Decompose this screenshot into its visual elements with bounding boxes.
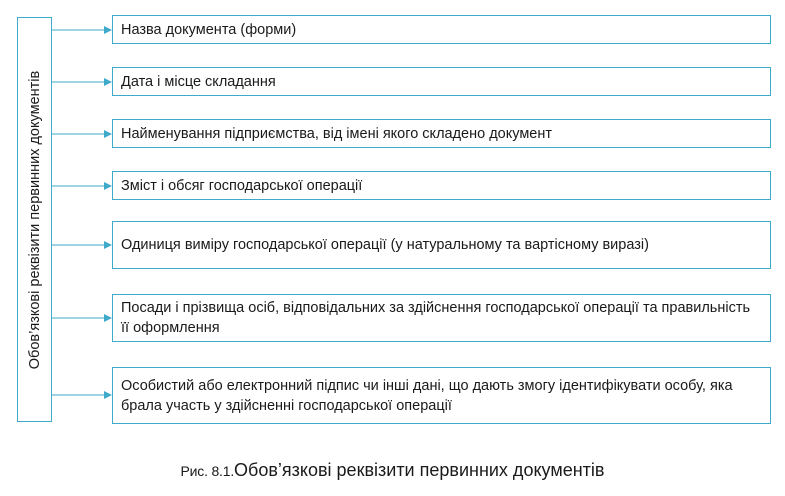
requisite-text: Дата і місце складання [121, 73, 276, 90]
figure-number: Рис. 8.1. [180, 463, 235, 479]
figure-title: Обов’язкові реквізити первинних документів [234, 460, 605, 480]
requisite-text: Назва документа (форми) [121, 21, 297, 38]
root-category-box [17, 17, 52, 422]
requisite-box-2 [112, 67, 771, 96]
root-category-label: Обов’язкові реквізити первинних документів [26, 70, 43, 369]
requisite-text: Найменування підприємства, від імені якого складено документ [121, 125, 553, 142]
requisite-box-1 [112, 15, 771, 44]
requisite-box-6 [112, 294, 771, 342]
requisite-text: Посади і прізвища осіб, відповідальних за здійснення господарської операції та правильність її оформлення [121, 300, 751, 336]
requisite-box-7 [112, 367, 771, 424]
requisite-text: Одиниця виміру господарської операції (у натуральному та вартісному виразі) [121, 237, 649, 253]
requisite-box-4 [112, 171, 771, 200]
requisite-box-5 [112, 221, 771, 269]
figure-caption [0, 461, 785, 480]
requisite-text: Зміст і обсяг господарської операції [121, 177, 363, 194]
requisite-text: Особистий або електронний підпис чи інші дані, що дають змогу ідентифікувати особу, яка брала участь у здійсненні господарської операції [121, 377, 733, 414]
requisite-box-3 [112, 119, 771, 148]
